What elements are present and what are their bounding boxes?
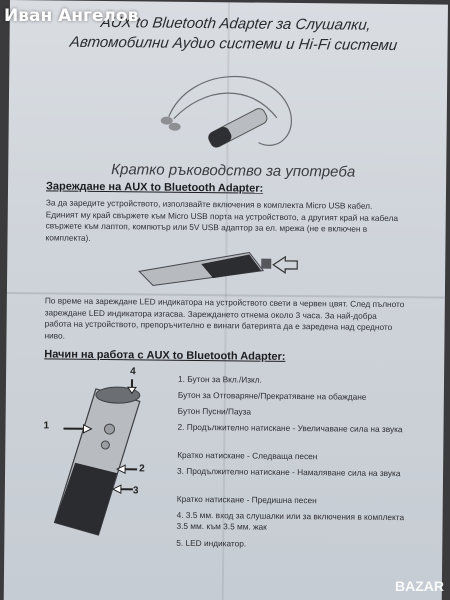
step-led-indicator: 5. LED индикатор. — [176, 537, 247, 549]
title-line-1: AUX to Bluetooth Adapter за Слушалки, — [99, 13, 372, 34]
callout-2: 2 — [139, 463, 145, 475]
instruction-sheet — [4, 0, 448, 600]
operation-heading: Начин на работа с AUX to Bluetooth Adapter: — [44, 348, 286, 363]
callout-4: 4 — [130, 366, 136, 378]
charging-led-note: По време на зареждане LED индикатора на устройството свети в червен цвят. След пълното зареждане LED индикатора изгасва. Зареждането отнема около 3 часа. За най-добра работа на устройството, препоръчително е винаги батерията да е заредена над средното ниво. — [44, 295, 405, 341]
step-play-pause: Бутон Пусни/Пауза — [177, 405, 252, 417]
adapter-buttons-diagram — [32, 372, 174, 543]
charging-heading: Зареждане на AUX to Bluetooth Adapter: — [45, 180, 264, 195]
step-audio-jack: 4. 3.5 мм. вход за слушалки или за включения в комплекта 3.5 мм. към 3.5 мм. жак — [176, 509, 405, 532]
step-previous-song: Кратко натискане - Предишна песен — [176, 493, 317, 506]
title-line-2: Автомобилни Аудио системи и Hi-Fi системи — [68, 33, 399, 55]
step-volume-down: 3. Продължително натискане - Намаляване сила на звука — [177, 465, 401, 479]
callout-1: 1 — [43, 420, 50, 432]
callout-3: 3 — [132, 485, 139, 497]
seller-watermark: Иван Ангелов — [4, 6, 139, 26]
adapter-charging-image — [131, 241, 301, 289]
step-volume-up: 2. Продължително натискане - Увеличаване сила на звука — [177, 421, 403, 435]
charging-instructions: За да заредите устройството, използвайте включения в комплекта Micro USB кабел. Единият му край свържете към Micro USB порта на устройството, а другият край на кабела свържете към лаптоп, компютър или 5V USB адаптор за ел. мрежа (не е включен в комплекта). — [45, 197, 399, 243]
step-next-song: Кратко натискане - Следваща песен — [177, 449, 318, 462]
step-power-button: 1. Бутон за Вкл./Изкл. — [177, 373, 263, 385]
guide-subtitle: Кратко ръководство за употреба — [111, 161, 356, 181]
adapter-with-earphones-image — [148, 56, 309, 158]
step-answer-call: Бутон за Отговаряне/Прекратяване на обаждане — [177, 389, 367, 402]
bazar-logo-watermark: BAZAR — [395, 578, 444, 594]
